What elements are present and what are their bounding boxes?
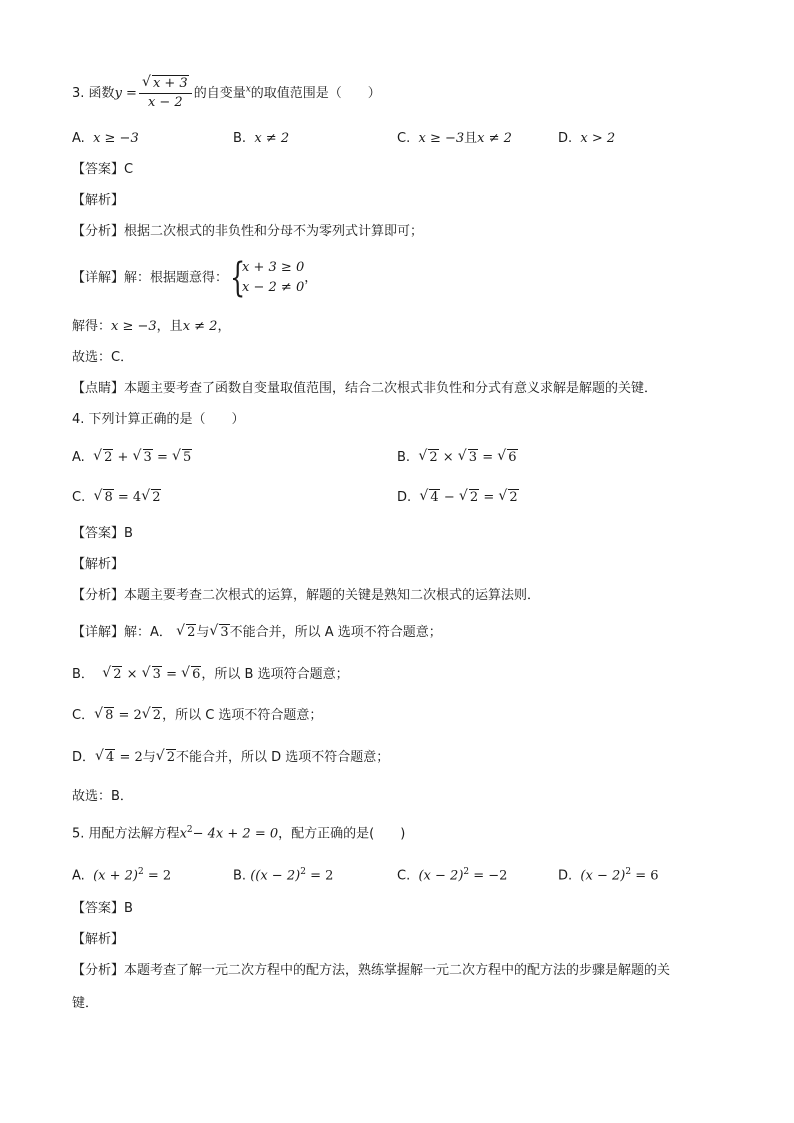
q5-option-b: B. ($(x - 2)^2 = 2$ bbox=[233, 867, 334, 884]
equation-system: { x + 3 ≥ 0 x − 2 ≠ 0 bbox=[230, 255, 305, 301]
q3-option-a: A. x ≥ −3 bbox=[72, 131, 139, 146]
q3-choose: 故选：C． bbox=[72, 350, 134, 365]
q4-choose: 故选：B． bbox=[72, 789, 133, 804]
q4-stem: 4. 下列计算正确的是（ ） bbox=[72, 412, 245, 427]
fraction-denominator: x − 2 bbox=[147, 95, 183, 110]
q4-analysis: 【分析】本题主要考查二次根式的运算，解题的关键是熟知二次根式的运算法则． bbox=[72, 588, 541, 603]
fraction-numerator: x + 3 bbox=[152, 76, 188, 91]
question-number: 3. bbox=[72, 86, 85, 101]
q3-option-d: D. x > 2 bbox=[558, 131, 616, 146]
q4-option-a: A. √ 2 + √ 3 = √ 5 bbox=[72, 449, 192, 467]
q4-detail-b: B． √ 2 × √ 3 = √ 6，所以 B 选项符合题意； bbox=[72, 666, 349, 684]
q3-stem-text: 的自变量 bbox=[193, 86, 246, 101]
q3-analysis: 【分析】根据二次根式的非负性和分母不为零列式计算即可； bbox=[72, 224, 424, 239]
q4-option-b: B. √ 2 × √ 3 = √ 6 bbox=[397, 449, 518, 467]
q5-answer: 【答案】B bbox=[72, 901, 133, 916]
q4-answer: 【答案】B bbox=[72, 526, 133, 541]
q3-solve: 解得：x ≥ −3，且x ≠ 2， bbox=[72, 319, 231, 334]
math-variable: x bbox=[245, 84, 251, 95]
q5-option-a: A. $(x + 2)^2 = 2$ bbox=[72, 867, 172, 884]
q5-analysis: 【分析】本题考查了解一元二次方程中的配方法，熟练掌握解一元二次方程中的配方法的步骤是解题的关 bbox=[72, 963, 671, 978]
q3-option-c: C. x ≥ −3且x ≠ 2 bbox=[397, 131, 512, 146]
q5-jiexi: 【解析】 bbox=[72, 932, 125, 947]
q3-answer: 【答案】C bbox=[72, 162, 134, 177]
q3-jiexi: 【解析】 bbox=[72, 193, 125, 208]
q3-comment: 【点睛】本题主要考查了函数自变量取值范围，结合二次根式非负性和分式有意义求解是解题的关键． bbox=[72, 381, 658, 396]
math-y-eq: y = bbox=[114, 86, 137, 101]
q4-detail-d: D．√ 4 = 2与√ 2不能合并，所以 D 选项不符合题意； bbox=[72, 749, 389, 767]
q3-detail: 【详解】解：根据题意得： { x + 3 ≥ 0 x − 2 ≠ 0 ， bbox=[72, 255, 318, 301]
q4-jiexi: 【解析】 bbox=[72, 557, 125, 572]
q4-detail-c: C．√ 8 = 2√ 2，所以 C 选项不符合题意； bbox=[72, 707, 322, 725]
q3-stem bbox=[72, 76, 381, 111]
fraction bbox=[139, 76, 192, 111]
q3-option-b: B. x ≠ 2 bbox=[233, 131, 290, 146]
q5-option-d: D. $(x - 2)^2 = 6$ bbox=[558, 867, 659, 884]
q4-option-c: C. √ 8 = 4√ 2 bbox=[72, 489, 161, 507]
q5-analysis-cont: 键． bbox=[72, 996, 99, 1011]
q3-stem-text: 函数 bbox=[88, 86, 115, 101]
sqrt-symbol bbox=[143, 76, 189, 92]
q4-detail-a: 【详解】解：A． √ 2与√ 3不能合并，所以 A 选项不符合题意； bbox=[72, 624, 442, 642]
q5-stem: 5. 用配方法解方程$x^2- 4x + 2 = 0$，配方正确的是( ) bbox=[72, 825, 406, 842]
q3-stem-text: 的取值范围是（ ） bbox=[250, 86, 381, 101]
q4-option-d: D. √ 4 − √ 2 = √ 2 bbox=[397, 489, 519, 507]
q5-option-c: C. $(x - 2)^2 = -2$ bbox=[397, 867, 508, 884]
